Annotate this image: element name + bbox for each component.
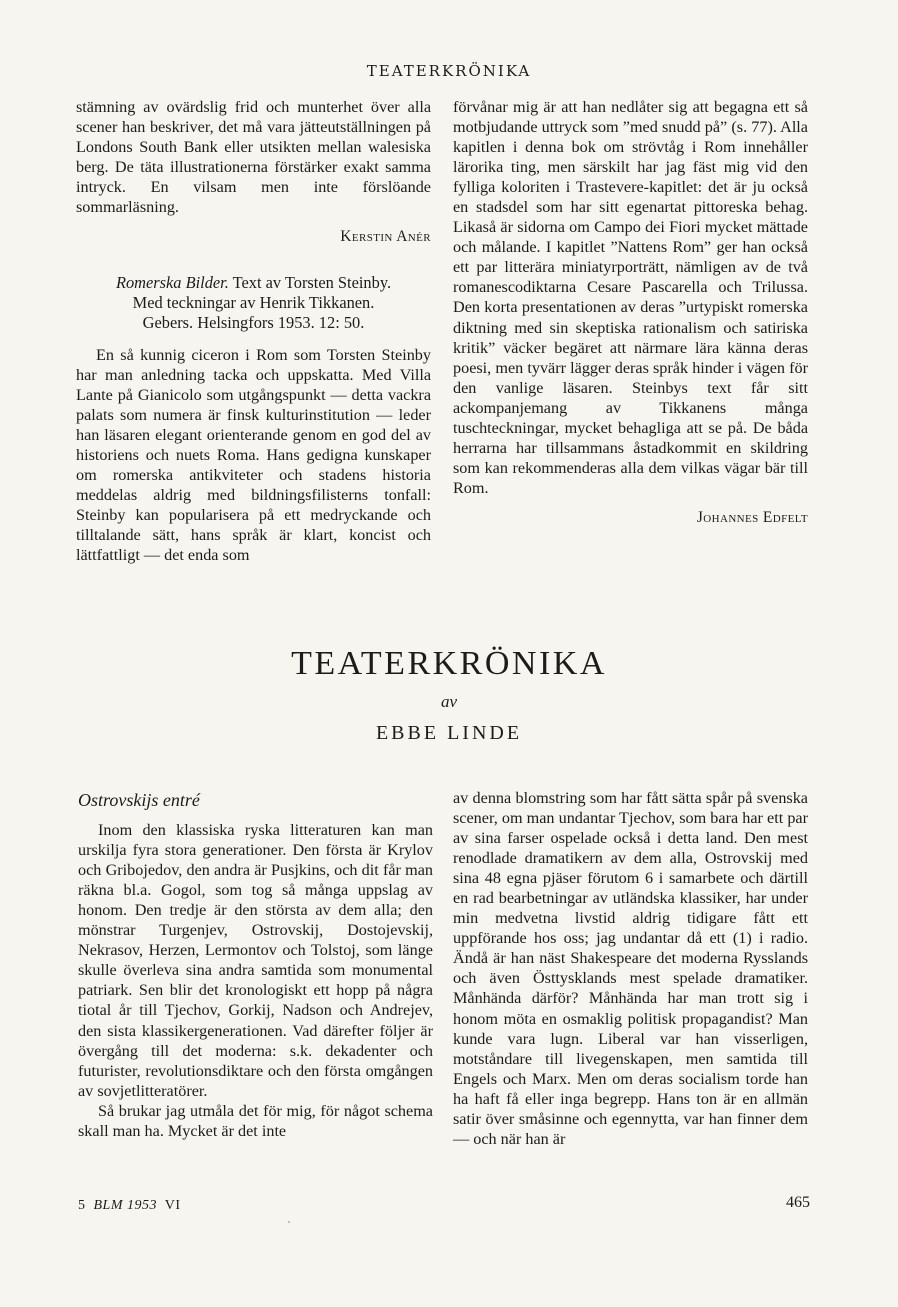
review-start-text: En så kunnig ciceron i Rom som Torsten Steinby har man anledning tacka och uppskatta. Med Villa Lante på Gianicolo som utgångspunkt — detta vackra palats som numera är finsk kulturinstitution — leder han läsaren elegant orienterande genom en god del av historiens och nuets Roma. Hans gedigna kunskaper om romerska antikviteter och stadens historia meddelas aldrig med bildningsfilisterns tonfall: Steinby kan popularisera på ett medryckande och tilltalande sätt, hans språk är klart, koncist och lättfattligt — det enda som	[76, 346, 431, 565]
right-bottom-column	[453, 788, 808, 1149]
chronicle-by: av	[440, 692, 458, 711]
footer-imprint	[78, 1198, 181, 1214]
chronicle-author: EBBE LINDE	[375, 722, 523, 744]
book-title: Romerska Bilder.	[115, 273, 229, 292]
page-number: 465	[786, 1194, 810, 1211]
signature-johannes-edfelt: Johannes Edfelt	[696, 508, 808, 526]
journal-name: BLM 1953	[93, 1198, 157, 1213]
review-continued-text: förvånar mig är att han nedlåter sig att begagna ett så motbjudande uttryck som ”med snudd på” (s. 77). Alla kapitlen i denna bok om strövtåg i Rom innehåller lärorika ting, men särskilt har jag fäst mig vid den fylliga koloriten i Trastevere-kapitlet: det är ju också en stadsdel som har sitt egenartat pittoreska behag. Likaså är sidorna om Campo dei Fiori mycket mättade och målande. I kapitlet ”Nattens Rom” ger han också ett par litterära miniatyrporträtt, nämligen av de två romanescodiktarna Cesare Pascarella och Trilussa. Den korta presentationen av deras ”urtypiskt romerska diktning med sin skeptiska rationalism och satiriska kritik” väcker begäret att närmare lära känna deras poesi, men tyvärr lägger deras språk hinder i vägen för den vanlige läsaren. Steinbys text får sitt ackompanjemang av Tikkanens många tuschteckningar, mycket behagliga att se på. De båda herrarna har tillsammans åstadkommit en skildring som kan rekommenderas alla dem vilkas vägar bär till Rom.	[453, 98, 808, 497]
book-citation-line1	[76, 273, 431, 293]
signature-kerstin-aner: Kerstin Anér	[340, 228, 431, 246]
paper-speck	[288, 1221, 290, 1223]
signature-mark: 5	[78, 1198, 86, 1213]
chronicle-paragraph-2: Så brukar jag utmåla det för mig, för något schema skall man ha. Mycket är det inte	[78, 1101, 433, 1140]
left-bottom-column	[78, 790, 433, 1141]
review-end-text: stämning av ovärdslig frid och munterhet över alla scener han beskriver, det må vara jätteutställningen på Londons South Bank eller utsikten mellan walesiska berg. De täta illustrationerna förstärker exakt samma intryck. En vilsam men inte förslöande sommarläsning.	[76, 98, 431, 217]
book-citation-line3: Gebers. Helsingfors 1953. 12: 50.	[142, 313, 365, 332]
left-review-column	[76, 345, 431, 566]
running-head: TEATERKRÖNIKA	[366, 62, 532, 80]
issue-number: VI	[164, 1198, 181, 1213]
right-top-column	[453, 97, 808, 528]
chronicle-title: TEATERKRÖNIKA	[291, 645, 607, 682]
left-top-column	[76, 97, 431, 247]
book-citation-line2: Med teckningar av Henrik Tikkanen.	[132, 293, 375, 312]
chronicle-continued-text: av denna blomstring som har fått sätta spår på svenska scener, om man undantar Tjechov, som bara har ett par av sina farser ospelade också i detta land. Den mest renodlade dramatikern av dem alla, Ostrovskij med sina 48 egna pjäser förutom 6 i samarbete och därtill en rad bearbetningar av utländska klassiker, har under min medvetna livstid aldrig tidigare fått ett uppförande hos oss; jag undantar då ett (1) i radio. Ändå är han näst Shakespeare det moderna Rysslands och även Östtysklands mest spelade dramatiker. Månhända därför? Månhända har man trott sig i honom möta en osmaklig politisk propagandist? Man kunde vara lugn. Liberal var han visserligen, motståndare till livegenskapen, men samtida till Engels och Marx. Men om deras socialism torde han ha haft få eller inga begrepp. Hans ton är en allmän satir över småsinne och egennytta, var han finner dem — och när han är	[453, 789, 808, 1148]
book-citation	[76, 273, 431, 333]
book-citation-line1-rest: Text av Torsten Steinby.	[228, 273, 392, 292]
chronicle-paragraph-1: Inom den klassiska ryska litteraturen kan man urskilja fyra stora generationer. Den första är Krylov och Gribojedov, den andra är Pusjkins, och dit får man räkna bl.a. Gogol, som tog så många uppslag av honom. Den tredje är den största av dem alla; den mönstrar Turgenjev, Ostrovskij, Dostojevskij, Nekrasov, Herzen, Lermontov och Tolstoj, som länge skulle överleva sina andra samtida som monumental patriark. Sen blir det kronologiskt ett hopp på några tiotal år till Tjechov, Gorkij, Nadson och Andrejev, den sista klassikergenerationen. Vad därefter följer är övergång till det moderna: s.k. dekadenter och futurister, revolutionsdiktare och den första omgången av sovjetlitteratörer.	[78, 821, 433, 1100]
section-heading: Ostrovskijs entré	[78, 790, 200, 810]
